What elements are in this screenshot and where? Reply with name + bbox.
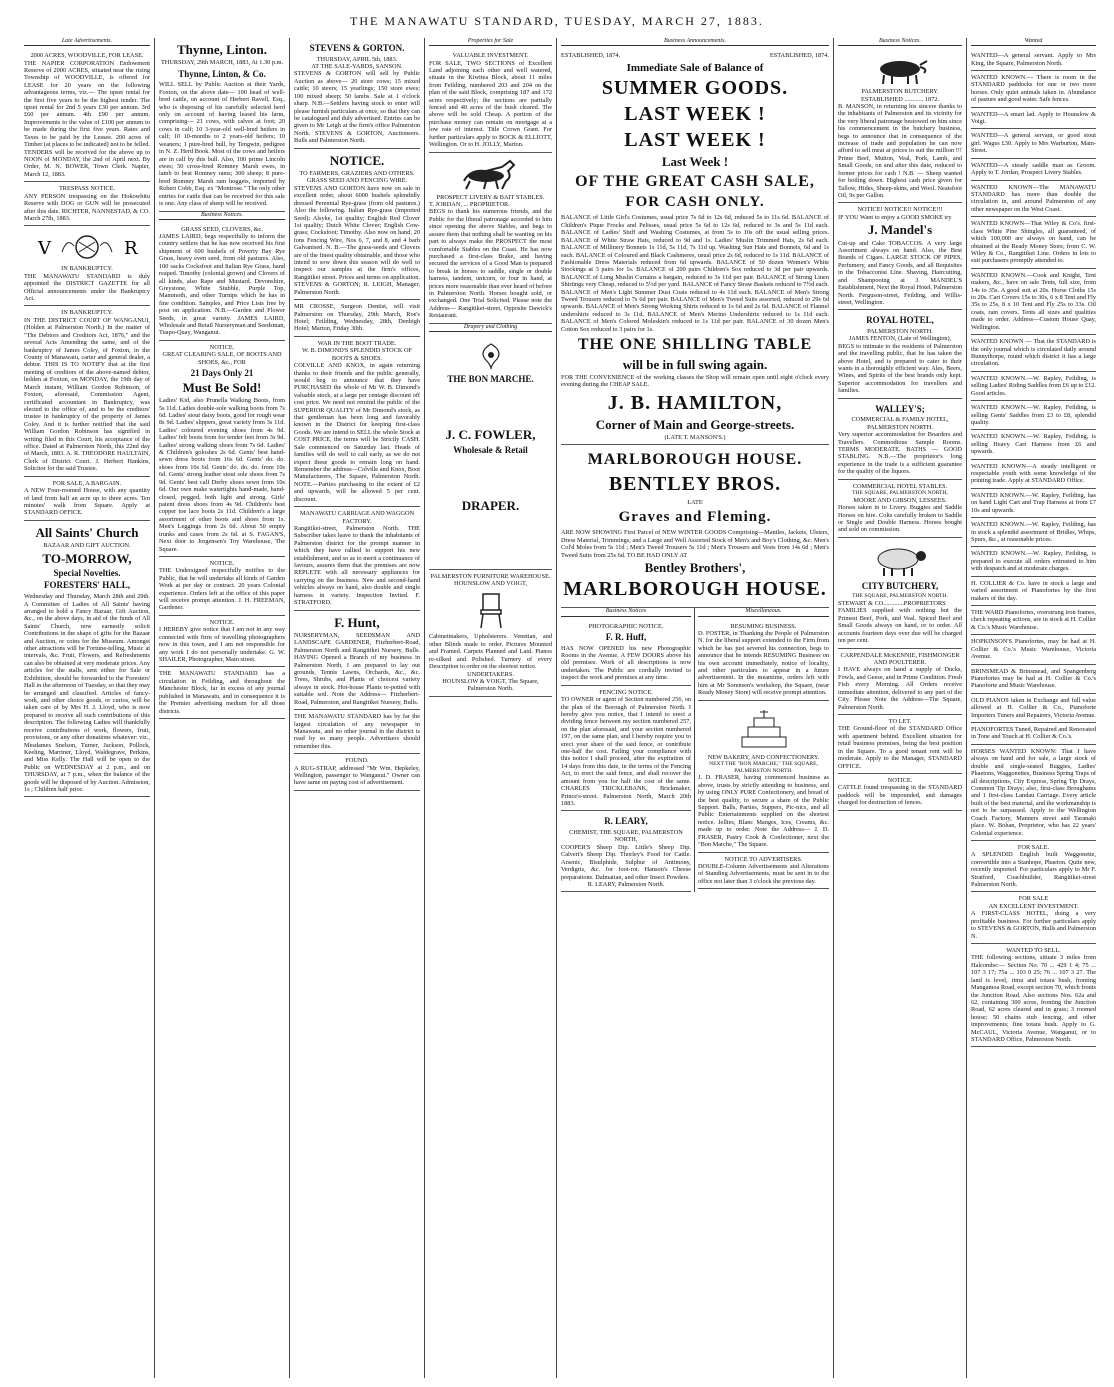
ad-wanted-5 <box>971 159 1096 181</box>
ad-furniture <box>429 570 552 697</box>
wanted-item: OLD PIANOS taken in Exchange and full value allowed at H. Collier & Co., Pianoforte Importers Tuners and Repairers, Victoria Avenue. <box>971 696 1096 719</box>
ad-bon-marche: THE BON MARCHE. <box>447 373 534 384</box>
ad-stables <box>838 480 962 538</box>
ad-clearing: GREAT CLEARING SALE, OF BOOTS AND SHOES, &c., FOR <box>162 351 282 366</box>
column-1 <box>20 38 155 1378</box>
section-head: Business Announcements. <box>561 38 829 46</box>
ad-body: THE following sections, situate 3 miles from Halcombe:— Section No. 70 ... 429 1 4; 75 ... 107 3 17; 75a ... 103 0 25; 76 ... 107 3 27. The land is level, rimu and totara bush, fronting Mangamoa Road, except section 70, which fronts the Junction Road. Also sections Nos. 62a and 62, containing 300 acres, fronting the Junction Road, 62 acres cleared and in grass; 3 roomed house; 50 chains stub fencing, and other improvements; fine totara bush. Apply to G. McCAUL, Victoria Avenue, Wanganui, or to STANDARD Office, Palmerston North. <box>971 954 1096 1044</box>
ad-title: COMMERCIAL HOTEL STABLES. <box>852 482 948 490</box>
ad-to-farmers: TO FARMERS, GRAZIERS AND OTHERS. <box>299 169 415 177</box>
ad-body: A RUG-STRAP, addressed "Mr Wm. Hepkeley, Wellington, passenger to Wanganui." Owner can have same on paying cost of advertisement. <box>294 764 420 787</box>
ad-leary <box>561 811 691 892</box>
ad-wanted-12 <box>971 430 1096 459</box>
ad-title: IN BANKRUPTCY. <box>61 309 113 317</box>
ad-place: PALMERSTON NORTH. <box>867 327 933 335</box>
section-head: Business Notices. <box>838 38 962 46</box>
wanted-item: WANTED KNOWN.—W. Rapley, Feilding, is selling Gents' Saddles from £3 to £8, splendid quality. <box>971 404 1096 426</box>
wanted-item: WANTED KNOWN.— There is room in the STANDARD paddocks for one or two more horses. Only quiet animals taken in. Abundance of pasture and good water. Safe fences. <box>971 73 1096 104</box>
ad-collier-3 <box>971 635 1096 664</box>
wanted-item: WANTED KNOWN — That the STANDARD is the only journal which is circulated daily around Bunnythorpe, round which district it has a large circulation. <box>971 338 1096 368</box>
ad-title: FOR SALE, A BARGAIN. <box>52 479 122 487</box>
ad-title: NEW BAKERY, AND CONFECTIONERY. <box>707 753 820 761</box>
ad-collier-4 <box>971 665 1096 694</box>
wanted-item: WANTED KNOWN.—W. Rapley, Feilding, has in stock a splendid assortment of Bridles, Whips, Spurs, &c., at reasonable prices. <box>971 521 1096 544</box>
wanted-item: WANTED KNOWN.—W. Rapley, Feilding, is selling Heavy Cart Harness from £6 and upwards. <box>971 433 1096 456</box>
ad-cash-only: FOR CASH ONLY. <box>625 194 765 211</box>
ad-freeman <box>159 557 285 616</box>
ad-huff <box>561 620 691 686</box>
ad-body: THE MANAWATU STANDARD is duly appointed the DISTRICT GAZETTE for all Official announcements under the Bankruptcy Act. <box>24 272 150 303</box>
section-head: Drapery and Clothing <box>429 324 552 332</box>
ad-body: Wednesday and Thursday, March 28th and 29th. A Committee of Ladies of All Saints' having arranged to hold a Fancy Bazaar, Gift Auction, &c., on the above days, in aid of the funds of All Saints' Church, now earnestly solicit Contributions in the shape of gifts for the Bazaar and Auction, or coins for the Museum. Amongst other attractions will be Fortune-telling, Music at intervals, &c. Fruit, Flowers, and Refreshments can also be obtained at very moderate prices. Any articles for the stalls, sent either for Sale or Exhibition, should be forwarded to the Foresters' Hall in the afternoon of Tuesday, so that they may be arranged and classified. Articles of fancy-work, and other choice goods, or curios, will be taken care of by Mrs H. J. Lloyd, who is now prepared to receive all such contributions of this description. The following Ladies will thankfully receive contributions of work, flowers, fruit, provisions, or any other donations whatever: viz., Mesdames Snelson, Turner, Jackson, Pollock, Keeling, Marriner, Lloyd, Waldegrave, Perkins, and Miss Kelly. The Hall will be open to the Public on WEDNESDAY at 2 p.m., and on THURSDAY, at 7 p.m., when the balance of the goods will be disposed of by Auction. Admission, 1s ; Children half price. <box>24 593 150 794</box>
ad-wanted-4 <box>971 129 1096 158</box>
ad-manson-butchery <box>838 49 962 203</box>
ad-established: ESTABLISHED, 1874. <box>561 52 621 60</box>
ad-hall: FORESTERS' HALL, <box>43 580 131 591</box>
ad-body: IN THE DISTRICT COURT OF WANGANUI, (Holden at Palmerston North.) In the matter of "The Debtors and Creditors Act, 1876," and the several Acts Amending the same, and of the bankruptcy of James Coley, of Foxton, in the County of Manawatu, carter and general dealer, a debtor. THIS IS TO NOTIFY that at the first meeting of creditors of the above-named debtor, holden at Foxton, on MONDAY, the 19th day of March instant, William Gordon Robinson, of Foxton, aforesaid, Commission Agent, certificated accountant in Bankruptcy, was elected to the office of, and to be the creditors' trustee in bankruptcy of the property of James Coley. And it is further notified that the said William Gordon Robinson has signified in writing filed in this Court, his acceptance of the office. Dated at Palmerston North, this 22nd day of March, 1883. A. R. THEODORE HAULTAIN, Clerk of District Court. J. Herbert Hankins, Solicitor for the said Trustee. <box>24 316 150 473</box>
ad-bentley-brothers: Bentley Brothers', <box>644 560 746 576</box>
ad-mandel <box>838 203 962 310</box>
ad-to-let <box>838 715 962 774</box>
ad-found <box>294 754 420 791</box>
ad-trespass <box>24 182 150 226</box>
ad-wanted-6 <box>971 181 1096 218</box>
ad-proprietor: T. JORDAN, ... PROPRIETOR. <box>429 200 510 208</box>
chair-icon <box>471 590 511 630</box>
ad-body: Ladies' Kid, also Prunella Walking Boots, from 5s 11d. Ladies double-sole walking boots from 7s 6d. Ladies' stout daisy boots, good for rough wear 8s 9d. Ladies' slippers, great variety from 3s 11d. Ladies' coloured evening shoes from 4s 9d. Ladies' felt boots from for tender feet from 3s 9d. Ladies' strong walking shoes from 7s 6d. Ladies' & Children's goloshes 2s 6d. Gents' best hand-sewn dress boots from 16s 6d. Gents' do. do. shoes from 10s 6d. Gents' do. do. do. from 10s 6d. Gents' strong leather stout sole shoes from 7s 9d. Gents' best calf Derby shoes sewn from 10s 6d. Our own make watertights hand-made, hand-closed, pegged, both light and strong. Girls' patent dress shoes from 4s 9d. Children's best copper toe lace boots 2s 11d. Children's a large assortment of other boots and shoes from 1s. Men's Leggings from 2s 6d. About 50 empty trunks and cases from 2s 6d. at S. FAGAN'S, Next door to Jorgensen's Toy Warehouse, The Square. <box>159 397 285 553</box>
ad-hamilton <box>561 49 829 445</box>
ad-collier-2 <box>971 606 1096 635</box>
ad-body: TO OWNER or agent of Section numbered 256, on the plan of the Borough of Palmerston North. I hereby give you notice, that I intend to erect a dividing fence between my section numbered 257, on the plan aforesaid, and your section numbered 197, on the same plan, and I hereby require you to erect your share of the said fence, or contribute one-half the cost. Failing your compliance with this notice I shall proceed, after the expiration of 14 days from this date, in the terms of the Fencing Act, to erect the said fence, and shall recover the amount from you for half the cost of the same. CHARLES TRICKLEBANK, Brickmaker, Prince's-street. Palmerston North, March 20th 1883. <box>561 696 691 807</box>
bull-icon <box>870 55 930 85</box>
ad-title: MANAWATU CARRIAGE AND WAGGON FACTORY. <box>299 510 415 525</box>
ad-subtitle: BAZAAR AND GIFT AUCTION. <box>43 542 131 550</box>
ad-wanted-1 <box>971 49 1096 71</box>
ad-title: J. B. HAMILTON, <box>607 391 783 414</box>
ad-signoff: R. LEARY, Palmerston North. <box>587 880 665 888</box>
ad-title: FOUND. <box>345 757 369 765</box>
ad-sold: Must Be Sold! <box>182 379 262 395</box>
ad-title: FENCING NOTICE. <box>599 688 653 696</box>
ad-all-saints <box>24 521 150 798</box>
column-7 <box>967 38 1100 1378</box>
column-5 <box>557 38 834 1378</box>
ad-late: (LATE T. MANSON'S.) <box>664 433 726 441</box>
wanted-item: HOPKINSON'S Pianofortes, may be had at H. Collier & Co.'s Music Warehouse, Victoria Avenue. <box>971 638 1096 661</box>
section-head: Properties for Sale <box>429 38 552 46</box>
section-head: Business Notices <box>561 608 691 616</box>
ad-title: ROYAL HOTEL, <box>866 315 934 326</box>
ad-title: RESUMING BUSINESS. <box>730 622 797 630</box>
ad-body: COOPER'S Sheep Dip. Little's Sheep Dip. Calvert's Sheep Dip. Thorley's Food for Cattle. Arsenic, Bisulphide, Sulphur of Antimony, Verdigris, &c. for foot-rot. Hanson's Cheese preparations. Dalmatian, and other Insect Powders. <box>561 843 691 881</box>
column-2 <box>155 38 290 1378</box>
section-head: Late Advertisements. <box>24 38 150 46</box>
wanted-item: WANTED KNOWN.—Cook and Knight, Tent makers, &c., have on sale Tents, full size, from 14s to 35s. A good suit at 20s. Horse Cloths 15s to 20s. Cart Covers 15s to 30s, 6 x 8 Tent and Fly 35s to 25s, 8 x 10 Tent and Fly 25s to 33s. Oil coats, rain covers. Tents all sizes and qualities made to order. Address—Custom House Quay, Wellington. <box>971 271 1096 331</box>
wanted-item: BRINSMEAD & Brinsmead, and Spangenberg Pianofortes may be had at H. Collier & Co.'s Pianoforte and Music Warehouse. <box>971 667 1096 690</box>
ad-title: FOR SALE. <box>1017 843 1050 851</box>
ad-graves: Graves and Fleming. <box>618 509 772 526</box>
ad-title: PALMERSTON BUTCHERY. <box>861 88 939 96</box>
ad-title: WALLEY'S; <box>875 403 925 414</box>
ad-last-week: Last Week ! <box>661 154 729 170</box>
ad-title: R. LEARY, <box>604 816 648 827</box>
ad-for-sale-hotel <box>971 892 1096 944</box>
ad-colville-knox <box>294 337 420 507</box>
ad-walleys <box>838 399 962 480</box>
ad-title: PROSPECT LIVERY & BAIT STABLES. <box>436 193 545 201</box>
ad-square: THE SQUARE, PALMERSTON NORTH, <box>852 490 948 497</box>
ad-draper: DRAPER. <box>461 498 520 514</box>
ad-collier-1 <box>971 577 1096 606</box>
ad-title: FOR SALE <box>1018 895 1049 903</box>
ad-title: GRASS SEED AND FENCING WIRE. <box>306 177 408 185</box>
ad-firm: Thynne, Linton, & Co. <box>178 68 266 79</box>
ad-hunt <box>294 611 420 711</box>
wanted-item: THE WARD Pianofortes, overstrung iron frames, check repeating actions, are in stock at H. Collier & Co.'s Music Warehouse. <box>971 608 1096 631</box>
coat-of-arms-icon <box>32 232 142 262</box>
wanted-item: WANTED—A steady saddle man as Groom. Apply to T. Jordan, Prospect Livery Stables. <box>971 161 1096 177</box>
ad-body: A SPLENDID English built Waggonette, convertible into a Stanhope, Phaeton. Quite new, recently imported. For particulars apply to Mr F. Stratford, Coachbuilder, Rangitikei-street Palmerston North. <box>971 851 1096 889</box>
ad-royal-hotel <box>838 310 962 398</box>
ad-wanted-8 <box>971 269 1096 335</box>
ad-body: Horses taken in to Livery. Buggies and Saddle Horses on hire. Colts carefully broken to Saddle or Single and Double Harness. Horses bought and sold on commission. <box>838 504 962 534</box>
ad-last-week: LAST WEEK ! <box>624 129 766 152</box>
ad-title: WANTED TO SELL. <box>1006 947 1061 954</box>
ad-next-to: NEXT THE "BON MARCHE," THE SQUARE, PALMERSTON NORTH. <box>709 761 818 774</box>
ad-circulation <box>294 710 420 754</box>
ad-prospect-livery <box>429 153 552 324</box>
ad-notice: NOTICE. <box>209 618 235 626</box>
ad-body: DOUBLE-Column Advertisements and Alterations of Standing Advertisements, must be sent in to the office not later than 3 o'clock the previous day. <box>698 863 829 885</box>
ad-title: 2000 ACRES, WOODVILLE, FOR LEASE. <box>30 52 144 60</box>
ad-body: B. MANSON, in returning his sincere thanks to the inhabitants of Palmerston and its vicinity for the very liberal patronage bestowed on him since his commencement in the butchery business, begs to announce that in consequence of the increase of trade and population he can now afford to sell meat at prices to suit the million !!! Prime Beef, Mutton, Veal, Pork, Lamb, and Small Goods, on and after this date, reduced to former prices for cash ! N.B. — Sheep wanted for boiling down. Highest cash price given for Tallow, Hides, Sheep-skins, and Wool. Neatsfoot Oil, 9s per Gallon. <box>838 102 962 199</box>
ad-woodville <box>24 49 150 182</box>
ad-body: BEGS to intimate to the residents of Palmerston and the travelling public, that he has taken the above Hotel, and is prepared to cater to their wants in a thoroughly efficient way. Ales, Beers, Wines, and Spirits of the best brands only kept. Superior accommodation for travellers and families. <box>838 342 962 395</box>
ad-for-sale-bargain <box>24 477 150 521</box>
ad-title: All Saints' Church <box>35 524 139 540</box>
ad-wanted-14 <box>971 489 1096 518</box>
wanted-item: WANTED KNOWN—The MANAWATU STANDARD has more than double the circulation in, and around Palmerston of any other newspaper on the West Coast. <box>971 183 1096 213</box>
ad-body: ARE NOW SHOWING First Parcel of NEW WINTER GOODS Comprising—Mantles, Jackets, Ulsters, Dress Material, Trimmings, and a Large and Well Assorted Stock of Men's and Boy's Clothing, &c. Men's Col'd Moles from 5s 11d ; Men's Tweed Trousers 5s 11d ; Men's Trousers and Vests from 14s 6d ; Men's Tweed Suits from 25s 6d. TO BE HAD ONLY AT <box>561 529 829 559</box>
ad-title: CARPENDALE McKENNIE, FISHMONGER AND POULTERER. <box>840 651 960 667</box>
ad-body: THE MANAWATU STANDARD has by far the largest circulation of any newspaper in Manawatu, and no other journal in the district is read by so many people. Advertisers should remember this. <box>294 713 420 750</box>
section-head: Miscellaneous. <box>698 608 829 616</box>
ad-title: CITY BUTCHERY, <box>861 580 939 591</box>
ad-body: THE Undersigned respectfully notifies to the Public, that he will undertake all kinds of Garden Work at per day or contract. 20 years Colonial experience. Orders left at the office of this paper will receive prompt attention. J. H. FREEMAN, Gardener. <box>159 567 285 612</box>
ad-title: J. Mandel's <box>867 222 933 238</box>
ad-corner: Corner of Main and George-streets. <box>595 416 795 432</box>
ad-established: ESTABLISHED, 1874. <box>769 52 829 60</box>
ad-body: I HEREBY give notice that I am not in any way connected with firm of travelling photographers now in this town, and I am not responsible for any work I do not personally undertake. G. W. SHAILER, Photographer, Main street. <box>159 626 285 663</box>
ad-title: Thynne, Linton. <box>177 42 267 57</box>
ad-title: NOTICE. <box>887 776 913 784</box>
ad-body: WILL SELL by Public Auction at their Yards, Foxton, on the above date— 100 head of well-bred cattle, on account of Herbert Ravell, Esq., who is disposing of his carefully selected herd only on account of having leased his farm, comprising— 21 cows, with calves at foot; 20 cows in calf; 10 3-year-old well-bred heifers in calf; 10 10-months to 2 years-old heifers; 10 weaners; 1 pure-bred bull, by Tengwin, pedigree in N. Z. Herd Book. Most of the cows and heifers are in calf by this bull. Also, 100 prime Lincoln ewes; 50 cross-bred Romney Marsh ewes, in lamb to best Romney rams; 300 sheep; 8 pure-bred Romney Marsh ram hoggets, imported by Robert Cobb, Esq. ex "Montrose." The only other entries for cattle that can be received for this sale is one. Any class of sheep will be received. <box>159 81 285 208</box>
ad-carpendale <box>838 649 962 715</box>
ad-carriage-factory <box>294 507 420 610</box>
ad-notice: NOTICE. <box>209 343 235 351</box>
ad-marlborough-house: MARLBOROUGH HOUSE. <box>563 578 827 601</box>
ad-marlborough: MARLBOROUGH HOUSE. <box>587 451 803 469</box>
ad-body: HAS NOW OPENED his new Photographic Rooms in the Avenue, A FEW DOORS above his old premises. Work of all descriptions is now undertaken. The Public are cordially invited to inspect the work and premises at any time. <box>561 644 691 682</box>
ad-war: WAR IN THE BOOT TRADE. <box>317 339 397 347</box>
ad-circulation <box>159 667 285 719</box>
ad-summer: SUMMER GOODS. <box>601 77 789 100</box>
ad-collier-5 <box>971 694 1096 723</box>
ad-tomorrow: TO-MORROW, <box>42 550 132 566</box>
ad-wanted-to-sell <box>971 944 1096 1047</box>
ad-shailer <box>159 616 285 668</box>
ad-chemist: CHEMIST, THE SQUARE, PALMERSTON NORTH, <box>569 829 683 844</box>
column-3 <box>290 38 425 1378</box>
ad-grass-seed <box>294 149 420 300</box>
ad-body: STEVENS & GORTON will sell by Public Auction as above— 20 store cows; 15 mixed cattle; 10 steers; 15 yearlings; 150 store ewes; 100 mixed sheep; 50 lambs. Sale at 1 o'clock sharp. N.B.—Settlers having stock to enter will please furnish particulars at once, so that they can be catalogued and duly advertised. Entries can be given to Mr Leigh at the firm's office Palmerston North. STEVENS & GORTON, Auctioneers. Bulls and Palmerston North. <box>294 70 420 145</box>
ad-wanted-2 <box>971 71 1096 108</box>
ad-proprietors: STEWART & CO.............PROPRIETORS <box>838 600 946 608</box>
ad-place: THE SQUARE, PALMERSTON NORTH. <box>852 593 948 600</box>
section-head: Business Notices. <box>159 212 285 220</box>
ad-stevens-gorton-sale <box>294 38 420 149</box>
ad-fagan <box>159 341 285 557</box>
wanted-item: H. COLLIER & Co. have in stock a large and varied assortment of Pianofortes by the first makers of the day. <box>971 579 1096 602</box>
ad-investment: AN EXCELLENT INVESTMENT. <box>988 902 1079 910</box>
horse-icon <box>456 159 526 191</box>
ad-body: COLVILLE AND KNOX, in again returning thanks to their friends and the public generally, would beg to announce that they have PURCHASED the whole of Mr W. B. Dimond's valuable stock, at a large per centage discount off cost price. We need not remind the public of the SUPERIOR QUALITY of Mr Dimond's stock, as that gentleman has been long and favorably known in the District for keeping first-class Goods. We are intend to SELL the whole Stock at COST PRICE, the terms will be Strictly CASH. Sale commenced on Saturday last. Heads of families will do well to call early, as we do not expect these goods to remain long on hand. Remember the address—Colville and Knox, Boot Manufacturers, The Square, Palmerston North. NOTE.—Parties purchasing to the extent of £2 and upwards, will be allowed 5 per cent. discount. <box>294 362 420 503</box>
ad-body: ANY PERSON trespassing on the Hokowhitu Reserve with DOG or GUN will be prosecuted after this date. RICHTER, NANNESTAD, & CO. March 27th, 1883. <box>24 192 150 222</box>
ad-bankruptcy-court <box>24 306 150 476</box>
ad-swing: will be in full swing again. <box>622 356 768 372</box>
ad-last-week: LAST WEEK ! <box>624 103 766 126</box>
newspaper-page <box>20 38 1100 1378</box>
ad-foster <box>698 620 829 701</box>
ad-body: I HAVE always on hand a supply of Ducks, Fowls, and Geese, and in Prime Condition. Fresh Fish every Morning. All Orders receive immediate attention, delivered to any part of the City. Please Note the Address—The Square, Palmerston North. <box>838 666 962 711</box>
column-4 <box>425 38 557 1378</box>
ad-body: FAMILIES supplied with nothing but the Primest Beef, Pork, and Veal. Spiced Beef and Small Goods always on hand, or to order. All accounts fourteen days over due will be charged ten per cent. <box>838 607 962 645</box>
ad-date: THURSDAY, 29th MARCH, 1883, At 1.30 p.m. <box>160 59 284 67</box>
ad-body: A FIRST-CLASS HOTEL, doing a very profitable business. For further particulars apply to STEVENS & GORTON, Bulls and Palmerston N. <box>971 910 1096 940</box>
ad-collier-6 <box>971 723 1096 745</box>
svg-text:R: R <box>124 238 138 260</box>
ad-for-sale-waggonette <box>971 841 1096 893</box>
ad-wholesale: Wholesale & Retail <box>453 444 528 455</box>
est-row <box>561 52 829 59</box>
ad-bankruptcy-gazette <box>24 226 150 306</box>
ad-bohan <box>971 745 1096 841</box>
ad-notice: NOTICE! NOTICE!! NOTICE!!! <box>857 206 943 214</box>
ad-title: VALUABLE INVESTMENT. <box>452 52 529 60</box>
ad-late: LATE <box>687 498 703 506</box>
ad-fraser <box>698 701 829 853</box>
wanted-item: HORSES WANTED KNOWN: That I have always on hand and for sale, a large stock of double and single-seated Buggies, Ladies' Phaetons, Waggonettes, Business Spring Traps of all descriptions, City Express, Spring Tip Drays, Common Tip Drays; also, first-class Broughams and 1 first-class Landau Carriage. Every article built of the best material, and the workmanship is not to be surpassed. Apply to the Wellington Coach Factory, Manners street and Taranaki place. W. Bohan, Proprietor, who has 22 years' Colonial experience. <box>971 747 1096 837</box>
ad-immediate: Immediate Sale of Balance of <box>626 61 764 74</box>
ad-crosse <box>294 300 420 337</box>
wanted-item: WANTED KNOWN—That Wiley & Co's. first-class White Pine Shingles, all guaranteed, of which 100,000 are always on hand, can be obtained at the Ready Money Store, from C. W. Wiley & Co., Rangitikei Line. Orders in lots to suit purchasers promptly attended to. <box>971 220 1096 265</box>
ad-dimond: W. B. DIMOND'S SPLENDID STOCK OF BOOTS & SHOES. <box>301 347 413 362</box>
ad-great-cash: OF THE GREAT CASH SALE, <box>575 172 815 190</box>
ad-title: PHOTOGRAPHIC NOTICE. <box>588 622 664 630</box>
ad-smoke: IF YOU Want to enjoy a GOOD SMOKE try <box>838 213 952 221</box>
business-notices <box>561 608 695 892</box>
wanted-item: WANTED KNOWN.—W. Rapley, Feilding, has on hand Light Cart and Trap Harness at from £7 10s and upwards. <box>971 491 1096 514</box>
ad-wanted-15 <box>971 518 1096 547</box>
ad-thynne-linton <box>159 38 285 212</box>
ad-body: THE Ground-floor of the STANDARD Office with apartment behind. Excellent situation for retail business premises, being the best position in the Square. To a good tenant rent will be moderate. Apply to the Manager, STANDARD OFFICE. <box>838 725 962 770</box>
ad-fencing <box>561 686 691 812</box>
wedding-cake-icon <box>734 707 794 751</box>
ad-commercial: COMMERCIAL & FAMILY HOTEL, PALMERSTON NORTH. <box>851 416 949 431</box>
ad-body: THE MANAWATU STANDARD has a circulation in Feilding, and throughout the Manchester Block, far in excess of any journal published in Manawatu, and in consequence it is the Premier advertising medium for all those districts. <box>159 670 285 715</box>
section-head: Wanted <box>971 38 1096 46</box>
ad-wanted-11 <box>971 401 1096 430</box>
ad-lessees: MOORE AND GIBSON, LESSEES. <box>853 496 947 504</box>
ornament-icon <box>471 341 511 371</box>
ad-advertisers <box>698 853 829 890</box>
ad-proprietor: JAMES FENTON, (Late of Wellington), <box>848 335 952 343</box>
ad-days: 21 Days Only 21 <box>190 368 254 379</box>
ad-wanted-3 <box>971 108 1096 130</box>
ad-body: A NEW Four-roomed House, with any quantity of land from half an acre up to three acres. Ten minutes' walk from Square. Apply at STANDARD OFFICE. <box>24 487 150 517</box>
ad-investment <box>429 49 552 152</box>
ad-title: BENTLEY BROS. <box>608 472 782 495</box>
ad-city-butchery <box>838 538 962 649</box>
wanted-item: WANTED—A smart lad. Apply to Hounslow & Voigt. <box>971 110 1096 126</box>
ad-body: STEVENS AND GORTON have now on sale in excellent order, about 6000 bushels splendidly dressed Perennial Rye-grass (from old pastures.) Also the following. Italian Rye-grass (imported Seed); Alsyke, 1st quality; English Red Clover 1st quality; Dutch White Clover; English Cow-grass; Cocksfoot; Timothy. Also now on hand, 20 tons Fencing Wire, Nos 6, 7, and 8, and 4 barb Galvanised. N. B.—The grass-seeds and Clovers are of the finest quality obtainable, and those who intend to sow down this season will do well to inspect our samples at the firm's offices, Rangitikei street. Prices and terms on application. STEVENS & GORTON; R. LEIGH, Manager, Palmerston North. <box>294 184 420 296</box>
ad-title: STEVENS & GORTON. <box>309 43 405 53</box>
masthead: THE MANAWATU STANDARD, TUESDAY, MARCH 27, 1883. <box>350 14 764 28</box>
ad-laird <box>159 223 285 341</box>
ad-title: PALMERSTON FURNITURE WAREHOUSE. <box>430 572 551 580</box>
ad-title: IN BANKRUPTCY. <box>61 265 113 273</box>
ad-wanted-9 <box>971 335 1096 372</box>
ad-firm: HOUNSLOW AND VOIGT, <box>454 580 527 588</box>
ad-title: NOTICE TO ADVERTISERS. <box>724 855 803 863</box>
ad-title: F. Hunt, <box>334 614 380 630</box>
ad-title: GRASS SEED, CLOVERS, &c. <box>181 225 263 233</box>
ad-body: Rangitikei-street, Palmerston North. THE Subscriber takes leave to thank the inhabitants of Palmerston district for the prompt manner in which they have rallied to support his new establishment, and so as to merit a continuance of favours, assures them that the premises are now REPLETE with all necessary appliances for carrying on the business. New and second-hand vehicles always on hand, also double and single harness in variety. Inspection Invited. F. STRATFORD. <box>294 524 420 607</box>
ad-shilling: THE ONE SHILLING TABLE <box>577 336 813 354</box>
svg-text:V: V <box>38 238 51 260</box>
ad-convenience: FOR THE CONVENIENCE of the working classes the Shop will remain open until eight o'clock every evening during the CHEAP SALE. <box>561 373 829 389</box>
ad-body: FOR SALE, TWO SECTIONS of Excellent Land adjoining each other and well watered, situate in the Kiwitea Block, about 11 miles from Feilding, numbered 203 and 204 on the plan of the said Block, comprising 187 and 172 acres respectively; the sections are partially fenced and 40 acres of the bush cleared. The above will be sold Cheap. A portion of the purchase money can remain on mortgage at a low rate of interest. Title Crown Grant. For further particulars apply to BOCK & ELLIOTT, Wellington. Or to H. JOLLY, Marton. <box>429 59 552 149</box>
wanted-item: WANTED KNOWN.—W. Rapley, Feilding, is selling Ladies' Riding Saddles from £6 up to £12. Good articles. <box>971 374 1096 397</box>
ad-body: BEGS to thank his numerous friends, and the Public for the liberal patronage accorded to him since opening the above Stables, and begs to assure them that nothing shall be wanting on his part to always make the PROSPECT the most comfortable Stables on the Coast. He has now purchased a first-class Brake, and having secured the services of a Good Man is prepared to break in horses to saddle, single or double harness, tandem, unicorn, or four in hand, at prices more reasonable than ever heard of before in Palmerston North. Horses bought sold, or exchanged. One Trial Solicited. Please note the Address— Rangitikei-street, Opposite Dawick's Restaurant. <box>429 208 552 320</box>
ad-wanted-10 <box>971 372 1096 401</box>
ad-cattle-notice <box>838 774 962 811</box>
sheep-icon <box>870 544 930 578</box>
ad-huff-name: F. R. Huff, <box>605 631 647 642</box>
ad-address: HOUNSLOW & VOIGT, The Square, Palmerston North. <box>442 678 539 693</box>
ad-notice: NOTICE. <box>329 152 385 168</box>
ad-undertakers: UNDERTAKERS. <box>467 670 514 678</box>
ad-title: TO LET. <box>888 717 912 725</box>
ad-wanted-13 <box>971 460 1096 489</box>
ad-body: J. D. FRASER, having commenced business as above, trusts by strictly attending to business, and by using ONLY PURE Confectionery, and bread of the best quality, to secure a share of the Public Support. Balls, Parties, Suppers, Pic-nics, and all Public Entertainments supplied on the shortest notice. Jellies, Blanc Manges, Ices, Creams, &c. made up to order. Note the Address— J. D. FRASER, Pastry Cook & Confectioner, next the "Bon Marche," The Square. <box>698 774 829 849</box>
ad-fowler <box>429 335 552 570</box>
ad-wanted-16 <box>971 547 1096 576</box>
miscellaneous <box>695 608 829 892</box>
ad-bentley <box>561 445 829 608</box>
wanted-item: WANTED—A general servant. Apply to Mrs King, the Square, Palmerston North. <box>971 52 1096 67</box>
lower-split <box>561 608 829 892</box>
ad-body: Cabinetmakers, Upholsterers. Venetian, and other Blinds made to order. Pictures Mounted and Framed. Carpets Planned and Laid. Pianos re-silked and Polished. Turnery of every Description to order on the shortest notice. <box>429 633 552 671</box>
ad-established: ESTABLISHED ............ 1872. <box>860 95 940 103</box>
ad-notice: NOTICE. <box>209 559 235 567</box>
ad-body: JAMES LAIRD, begs respectfully to inform the country settlers that he has now received his first shipment of 600 bushels of Poverty Bay Rye Grass, heavy even seed, from old pastures. Also, 100 sacks Cocksfoot and Italian Rye Grass, hand reaped. Timothy (colonial grown) and Clovers of all kinds, also Rape and Mustard. Devonshire, Greystone, White Stubble, Purple Top, Mammoth, and other Turnips which he has in fine condition. Samples, and Price Lists free by post on application. N.B.—Garden and Flower Seeds, in great variety. JAMES LAIRD, Wholesale and Retail Nurseryman and Seedsman, Tuapo-Quay, Wanganui. <box>159 233 285 337</box>
wanted-item: PIANOFORTES Tuned, Repaired and Renovated in Tone and Touch at H. Collier & Co.'s. <box>971 726 1096 741</box>
ad-body: MR CROSSE, Surgeon Dentist, will visit Palmerston on Thursday, 29th March, Roe's Hotel; Feilding, Wednesday, 28th, Denbigh Hotel; Marton, Friday 30th. <box>294 303 420 333</box>
ad-body: THE NAPIER CORPORATION Endowment Reserve of 2000 ACRES, situated near the rising Township of WOODVILLE, is offered for LEASE for 20 years on the following advantageous terms, viz.— The upset rental for the first five years to be the highest tender. The upset rental for 2nd 5 years £30 per annum. 3rd £60 per annum. 4th £90 per annum. Improvements to the value of £100 per annum to be made during the first five years. Rates and Taxes to be paid by the Lessee. 200 acres of Timber (at places to be indicated) not to be felled. TENDERS will be received for the above up to NOON of MONDAY, the 2nd of April next. By Order, M. N. BOWER, Town Clerk. Napier, March 12, 1883. <box>24 59 150 178</box>
ad-title: TRESPASS NOTICE. <box>58 185 116 193</box>
wanted-item: WANTED KNOWN.—W. Rapley, Feilding, is prepared to execute all orders entrusted to him with despatch and at moderate charges. <box>971 550 1096 573</box>
ad-body: CATTLE found trespassing in the STANDARD paddock will be impounded, and damages charged for destruction of fences. <box>838 784 962 807</box>
ad-date: THURSDAY, APRIL 5th, 1883. <box>316 55 398 63</box>
ad-novelties: Special Novelties. <box>53 567 121 578</box>
ad-wanted-7 <box>971 217 1096 269</box>
ad-body: NURSERYMAN, SEEDSMAN AND LANDSCAPE GARDENER, Fitzherbert-Road, Palmerston North and Rangitikei Nursery, Bulls. HAVING Opened a Branch of my business in Palmerston North, I am prepared to lay out grounds, Tennis Lawns, Orchards, &c., &c. Trees, Shrubs, and Plants of choicest variety always in stock. Hot-house Plants re-potted with suitable soil. Note the Address— Fitzherbert-Road, Palmerston, and Rangitikei Nursery, Bulls. <box>294 631 420 706</box>
ad-body: Cut-up and Cake TOBACCOS. A very large Assortment always on hand. Also, the Best Brands of Cigars. LARGE STOCK OF PIPES, Perfumery, and Fancy Goods, and all Requisites in the Tobacconist Line. Shaving, Haircutting, and Shampooing at J. MANDEL'S Establishment, Next the Royal Hotel, Palmerston North. Ferguson-street, Feilding, and Willis-street, Wellington. <box>838 239 962 306</box>
ad-title: J. C. FOWLER, <box>445 427 536 443</box>
column-6 <box>834 38 967 1378</box>
ad-body: Very superior accommodation for Boarders and Travellers. Commodious Sample Rooms. TERMS MODERATE. BATHS — GOOD STABLING. N.B.—The proprietor's long experience in the trade is a sufficient guarantee for the quality of the liquors. <box>838 431 962 476</box>
ad-yards: AT THE SALE-YARDS, SANSON. <box>311 63 403 71</box>
ad-balances: BALANCE of Little Girl's Costumes, usual price 7s 6d to 12s 6d, reduced 5s to 11s 6d. BALANCE of Children's Pique Frocks and Pelisses, usual price 5s 6d to 12s 6d, reduced to 3s and 5s 11d each. BALANCE of Ladies' Stuff and Washing Costumes, at from 5s to 10s off the usual selling prices. BALANCE of White Straw Hats, reduced to 9d and 1s. Ladies' Muslin Trimmed Hats, 2s 6d each. BALANCE of Millinery Bonnets 1s 11d, 5s 11d, 7s 11d up. Washing Sun Hats and Bonnets, 6d and 1s each. BALANCE of Coloured and Black Cashmeres, usual price 2s 6d, reduced to 1s 11d. BALANCE of Fashionable Dress Materials reduced from 6d upwards. BALANCE of 50 dozen Women's White Stockings at 3 pairs for 1s. BALANCE of 200 pairs Children's Sox reduced to 3d per pair upwards. BALANCE of Long Muslin Curtains a bargain, reduced to 3s 11d per pair. BALANCE of Strong Linen Shirtings very Cheap, reduced to 5½d per yard. BALANCE of Fancy Straw Baskets reduced to 7½d each. BALANCE of Men's Light Summer Dust Coats reduced to 4s 11d each. BALANCE of Men's Strong Tweed Trousers reduced to 7s 6d per pair. BALANCE of Men's Tweed Suits assorted, reduced to 29s 6d upwards. BALANCE of Men's Strong Working Shirts reduced to 1s 6d and 2s 6d. BALANCE of Flannel undershirts reduced to 3s 11d. BALANCE of Men's Merino Undershirts reduced to 1s 11d each. BALANCE of Men's Colored Moleskin's reduced to 1s 11d per pair. BALANCE of 30 dozen Men's Cotton Sox reduced to 3 pairs for 1s. <box>561 214 829 333</box>
wanted-item: WANTED KNOWN—A steady intelligent or respectable youth with some knowledge of the printing trade. Apply at STANDARD Office. <box>971 462 1096 485</box>
ad-body: D. FOSTER, in Thanking the People of Palmerston N. for the liberal support extended to the Firm from which he has just severed his connection, begs to announce that he intends RESUMING Business on his own account immediately, notice of locality, and other particulars to appear in a future advertisement. In the meantime, orders left with him at Mr Sorensen's workshop, the Square, (near Ready Money Store) will receive prompt attention. <box>698 629 829 697</box>
wanted-item: WANTED—A general servant, or good stout girl. Wages £30. Apply to Mrs Warburton, Main-Street. <box>971 132 1096 155</box>
